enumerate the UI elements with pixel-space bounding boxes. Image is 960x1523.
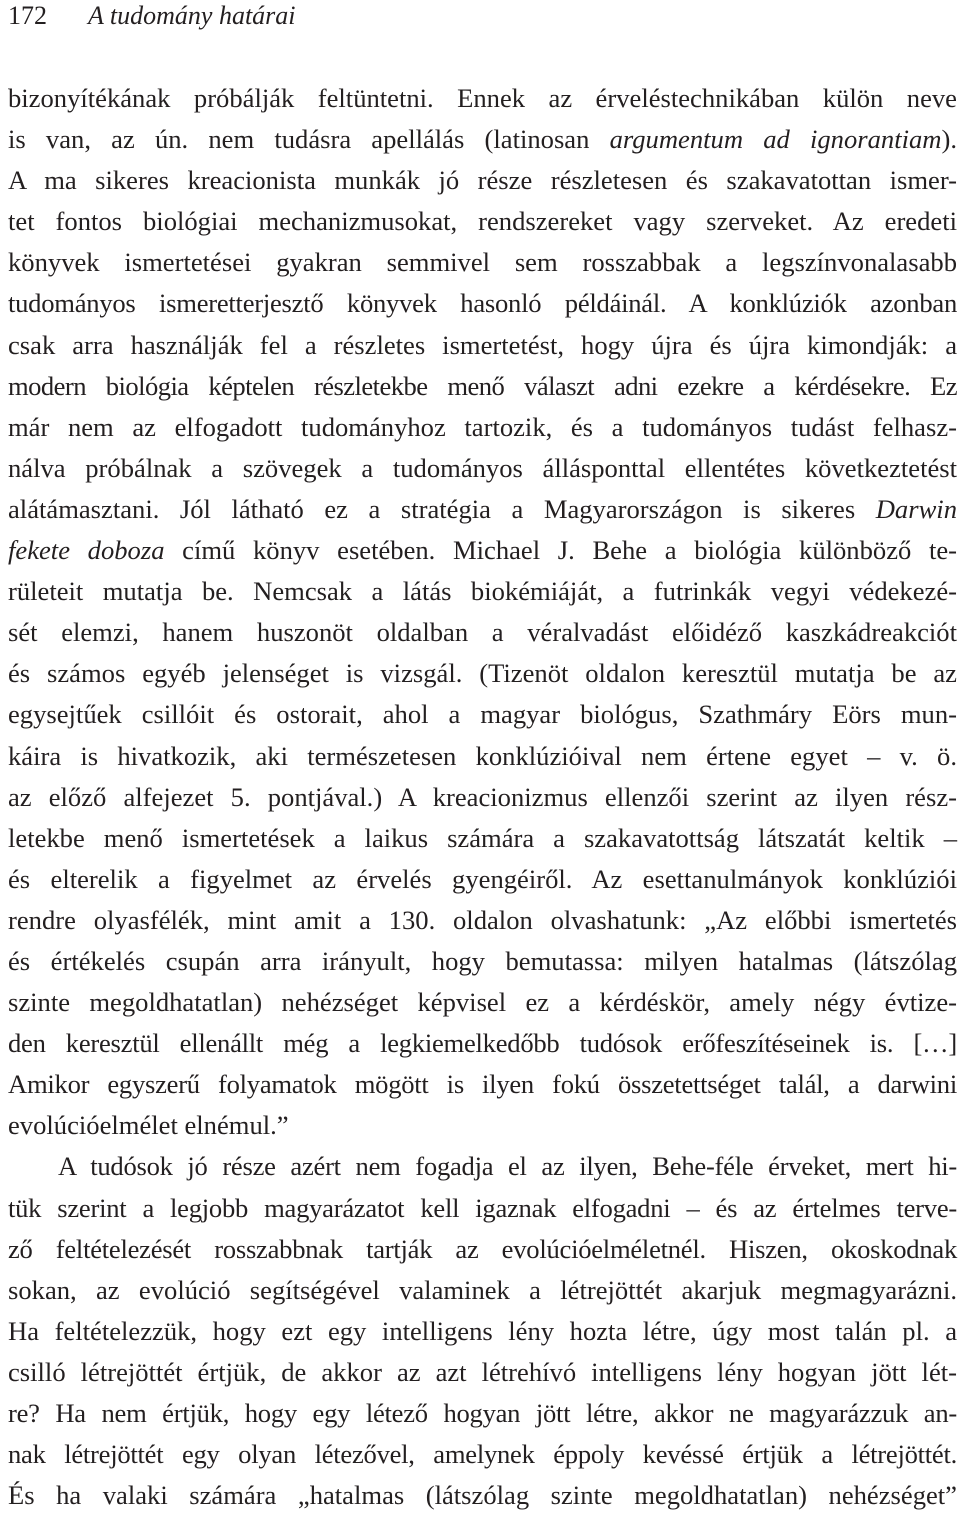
text-line (8, 1352, 957, 1393)
text-segment: evolúcióelmélet elnémul.” (8, 1110, 289, 1141)
text-segment: den keresztül ellenállt még a legkiemelkedőbb tudósok erőfeszítéseinek is. […] (8, 1028, 957, 1059)
text-segment: Amikor egyszerű folyamatok mögött is ilyen fokú összetettséget talál, a darwini (8, 1069, 957, 1100)
text-segment: modern biológia képtelen részletekbe menő választ adni ezekre a kérdésekre. Ez (8, 370, 957, 401)
text-line (8, 448, 957, 489)
text-line (8, 818, 957, 859)
text-segment: tudományos ismeretterjesztő könyvek hasonló példáinál. A konklúziók azonban (8, 288, 957, 319)
text-line (8, 325, 957, 366)
text-line (8, 982, 957, 1023)
italic-title-text: argumentum ad ignorantiam (609, 124, 942, 155)
text-line (8, 1393, 957, 1434)
text-segment: című könyv esetében. Michael J. Behe a biológia különböző te- (164, 535, 958, 566)
text-line (8, 1146, 957, 1187)
text-segment: egysejtűek csillóit és ostorait, ahol a magyar biológus, Szathmáry Eörs mun- (8, 699, 957, 730)
text-line (8, 1188, 957, 1229)
text-segment: már nem az elfogadott tudományhoz tartozik, és a tudományos tudást felhasz- (8, 411, 957, 442)
text-segment: rületeit mutatja be. Nemcsak a látás biokémiáját, a futrinkák vegyi védekezé- (8, 576, 957, 607)
text-line (8, 530, 957, 571)
text-line (8, 1311, 957, 1352)
text-segment: letekbe menő ismertetések a laikus számára a szakavatottság látszatát keltik – (8, 822, 957, 853)
italic-title-text: fekete doboza (8, 535, 165, 566)
text-line (8, 777, 957, 818)
text-segment: és értékelés csupán arra irányult, hogy bemutassa: milyen hatalmas (látszólag (8, 945, 957, 976)
running-header (8, 0, 296, 32)
running-title: A tudomány határai (88, 1, 296, 30)
text-segment: nak létrejöttét egy olyan létezővel, amelynek éppoly kevéssé értjük a létrejöttét. (8, 1439, 957, 1470)
text-segment: és számos egyéb jelenséget is vizsgál. (Tizenöt oldalon keresztül mutatja be az (8, 658, 957, 689)
text-segment: ). (941, 124, 958, 155)
text-line (8, 1475, 957, 1516)
body-text (8, 78, 957, 1516)
text-segment: Ha feltételezzük, hogy ezt egy intelligens lény hozta létre, úgy most talán pl. a (8, 1315, 957, 1346)
text-segment: sét elemzi, hanem huszonöt oldalban a véralvadást előidéző kaszkádreakciót (8, 617, 957, 648)
text-segment: tet fontos biológiai mechanizmusokat, rendszereket vagy szerveket. Az eredeti (8, 206, 957, 237)
text-segment: A ma sikeres kreacionista munkák jó része részletesen és szakavatottan ismer- (8, 165, 957, 196)
text-line (8, 78, 957, 119)
text-line (8, 900, 957, 941)
text-segment: ző feltételezését rosszabbnak tartják az evolúcióelméletnél. Hiszen, okoskodnak (8, 1233, 957, 1264)
text-segment: csilló létrejöttét értjük, de akkor az azt létrehívó intelligens lény hogyan jött lét- (8, 1356, 957, 1387)
text-line (8, 612, 957, 653)
text-segment: és elterelik a figyelmet az érvelés gyengéiről. Az esettanulmányok konklúziói (8, 863, 957, 894)
text-line (8, 1229, 957, 1270)
text-line (8, 1270, 957, 1311)
text-line (8, 859, 957, 900)
text-segment: alátámasztani. Jól látható ez a stratégia a Magyarországon is sikeres (8, 493, 876, 524)
text-segment: re? Ha nem értjük, hogy egy létező hogyan jött létre, akkor ne magyarázzuk an- (8, 1398, 957, 1428)
text-line (8, 242, 957, 283)
text-line (8, 489, 957, 530)
text-line (8, 694, 957, 735)
text-segment: rendre olyasfélék, mint amit a 130. oldalon olvashatunk: „Az előbbi ismertetés (8, 904, 957, 935)
text-segment: az előző alfejezet 5. pontjával.) A kreacionizmus ellenzői szerint az ilyen rész- (8, 781, 957, 812)
text-line (8, 1064, 957, 1105)
text-segment: könyvek ismertetései gyakran semmivel sem rosszabbak a legszínvonalasabb (8, 247, 957, 278)
italic-title-text: Darwin (875, 493, 957, 524)
text-line (8, 653, 957, 694)
text-segment: tük szerint a legjobb magyarázatot kell igaznak elfogadni – és az értelmes terve- (8, 1192, 957, 1223)
text-line (8, 283, 957, 324)
text-line (8, 941, 957, 982)
text-line (8, 1105, 957, 1146)
page-number: 172 (8, 1, 47, 30)
text-segment: nálva próbálnak a szövegek a tudományos állásponttal ellentétes következtetést (8, 452, 957, 483)
text-line (8, 571, 957, 612)
text-line (8, 1434, 957, 1475)
text-segment: bizonyítékának próbálják feltüntetni. Ennek az érveléstechnikában külön neve (8, 83, 957, 113)
text-segment: is van, az ún. nem tudásra apellálás (latinosan (8, 124, 610, 155)
text-segment: sokan, az evolúció segítségével valaminek a létrejöttét akarjuk megmagyarázni. (8, 1274, 957, 1305)
text-line (8, 736, 957, 777)
text-segment: káira is hivatkozik, aki természetesen konklúzióival nem értene egyet – v. ö. (8, 740, 957, 771)
text-segment: csak arra használják fel a részletes ismertetést, hogy újra és újra kimondják: a (8, 329, 957, 360)
text-line (8, 119, 957, 160)
text-line (8, 407, 957, 448)
text-line (8, 201, 957, 242)
text-segment: A tudósok jó része azért nem fogadja el az ilyen, Behe-féle érveket, mert hi- (58, 1151, 957, 1182)
text-line (8, 366, 957, 407)
text-line (8, 1023, 957, 1064)
text-segment: És ha valaki számára „hatalmas (látszólag szinte megoldhatatlan) nehézséget” (8, 1480, 957, 1511)
text-segment: szinte megoldhatatlan) nehézséget képvisel ez a kérdéskör, amely négy évtize- (8, 987, 957, 1018)
text-line (8, 160, 957, 201)
